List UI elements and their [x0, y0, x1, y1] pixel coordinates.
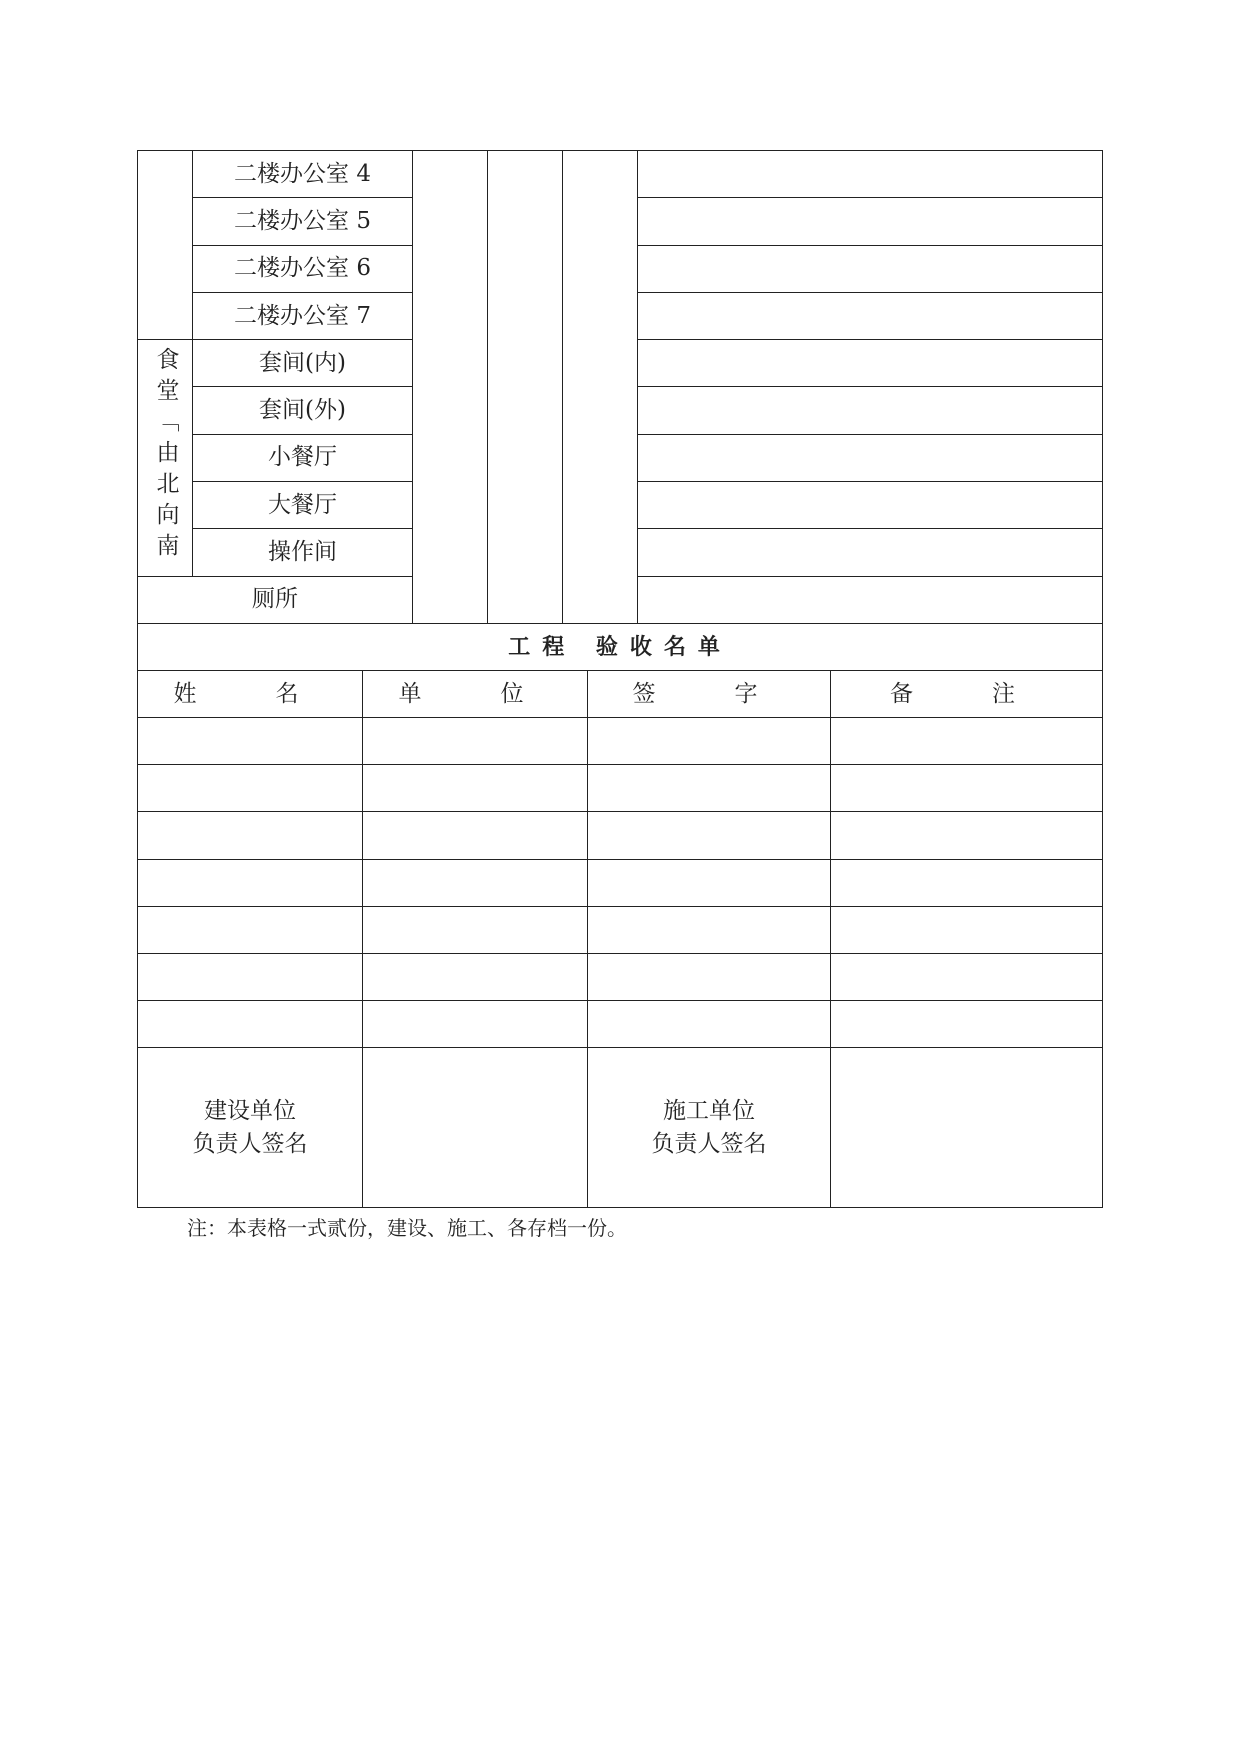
room-name-cell: 大餐厅: [193, 482, 413, 529]
check-column-1: [413, 151, 488, 624]
check-column-3: [563, 151, 638, 624]
table-row: [138, 718, 1103, 765]
unit-cell: [363, 812, 588, 859]
name-cell: [138, 812, 363, 859]
name-cell: [138, 906, 363, 953]
signature-cell: [588, 859, 831, 906]
remark-cell: [831, 765, 1103, 812]
remark-cell: [638, 482, 1103, 529]
room-name-cell: 二楼办公室 4: [193, 151, 413, 198]
signature-cell: [588, 812, 831, 859]
name-cell: [138, 953, 363, 1000]
contractor-sign-label: 施工单位 负责人签名: [651, 1097, 767, 1157]
remark-cell: [638, 292, 1103, 339]
room-name-cell: 套间(外): [193, 387, 413, 434]
contractor-signature-cell: [831, 1048, 1103, 1208]
remark-cell: [831, 812, 1103, 859]
remark-cell: [831, 1001, 1103, 1048]
signature-cell: [588, 718, 831, 765]
remark-cell: [831, 906, 1103, 953]
signature-cell: [588, 765, 831, 812]
unit-cell: [363, 718, 588, 765]
canteen-group-label: 食堂「由北向南: [152, 346, 179, 564]
builder-sign-label-cell: [138, 1048, 363, 1208]
room-name-cell: 小餐厅: [193, 434, 413, 481]
builder-sign-label: 建设单位 负责人签名: [192, 1097, 308, 1157]
room-name-cell: 二楼办公室 5: [193, 198, 413, 245]
remark-cell: [638, 576, 1103, 623]
signature-cell: [588, 1001, 831, 1048]
table-row: [138, 953, 1103, 1000]
table-row: [138, 765, 1103, 812]
contractor-sign-label-cell: [588, 1048, 831, 1208]
header-signature: 签 字: [588, 671, 831, 718]
builder-signature-cell: [363, 1048, 588, 1208]
room-inspection-table: [137, 150, 1103, 624]
room-name-cell: 套间(内): [193, 340, 413, 387]
unit-cell: [363, 906, 588, 953]
remark-cell: [831, 859, 1103, 906]
name-cell: [138, 765, 363, 812]
remark-cell: [638, 387, 1103, 434]
remark-cell: [831, 718, 1103, 765]
acceptance-title-cell: [138, 624, 1103, 671]
header-name: 姓 名: [138, 671, 363, 718]
remark-cell: [638, 198, 1103, 245]
toilet-name-cell: 厕所: [138, 576, 413, 623]
remark-cell: [638, 245, 1103, 292]
office-group-cell: [138, 151, 193, 340]
unit-cell: [363, 953, 588, 1000]
header-unit: 单 位: [363, 671, 588, 718]
remark-cell: [638, 151, 1103, 198]
remark-cell: [831, 953, 1103, 1000]
check-column-2: [488, 151, 563, 624]
table-row: [138, 812, 1103, 859]
remark-cell: [638, 529, 1103, 576]
name-cell: [138, 718, 363, 765]
acceptance-table: [137, 623, 1103, 1208]
unit-cell: [363, 1001, 588, 1048]
signature-cell: [588, 906, 831, 953]
unit-cell: [363, 859, 588, 906]
unit-cell: [363, 765, 588, 812]
remark-cell: [638, 434, 1103, 481]
room-name-cell: 二楼办公室 6: [193, 245, 413, 292]
room-name-cell: 二楼办公室 7: [193, 292, 413, 339]
remark-cell: [638, 340, 1103, 387]
table-row: [138, 859, 1103, 906]
table-row: [138, 1001, 1103, 1048]
name-cell: [138, 1001, 363, 1048]
table-row: [138, 906, 1103, 953]
footnote: 注：本表格一式贰份，建设、施工、各存档一份。: [187, 1216, 627, 1240]
header-remark: 备 注: [831, 671, 1103, 718]
signature-cell: [588, 953, 831, 1000]
canteen-group-cell: [138, 340, 193, 576]
name-cell: [138, 859, 363, 906]
room-name-cell: 操作间: [193, 529, 413, 576]
acceptance-title: 工程 验收名单: [508, 634, 732, 660]
